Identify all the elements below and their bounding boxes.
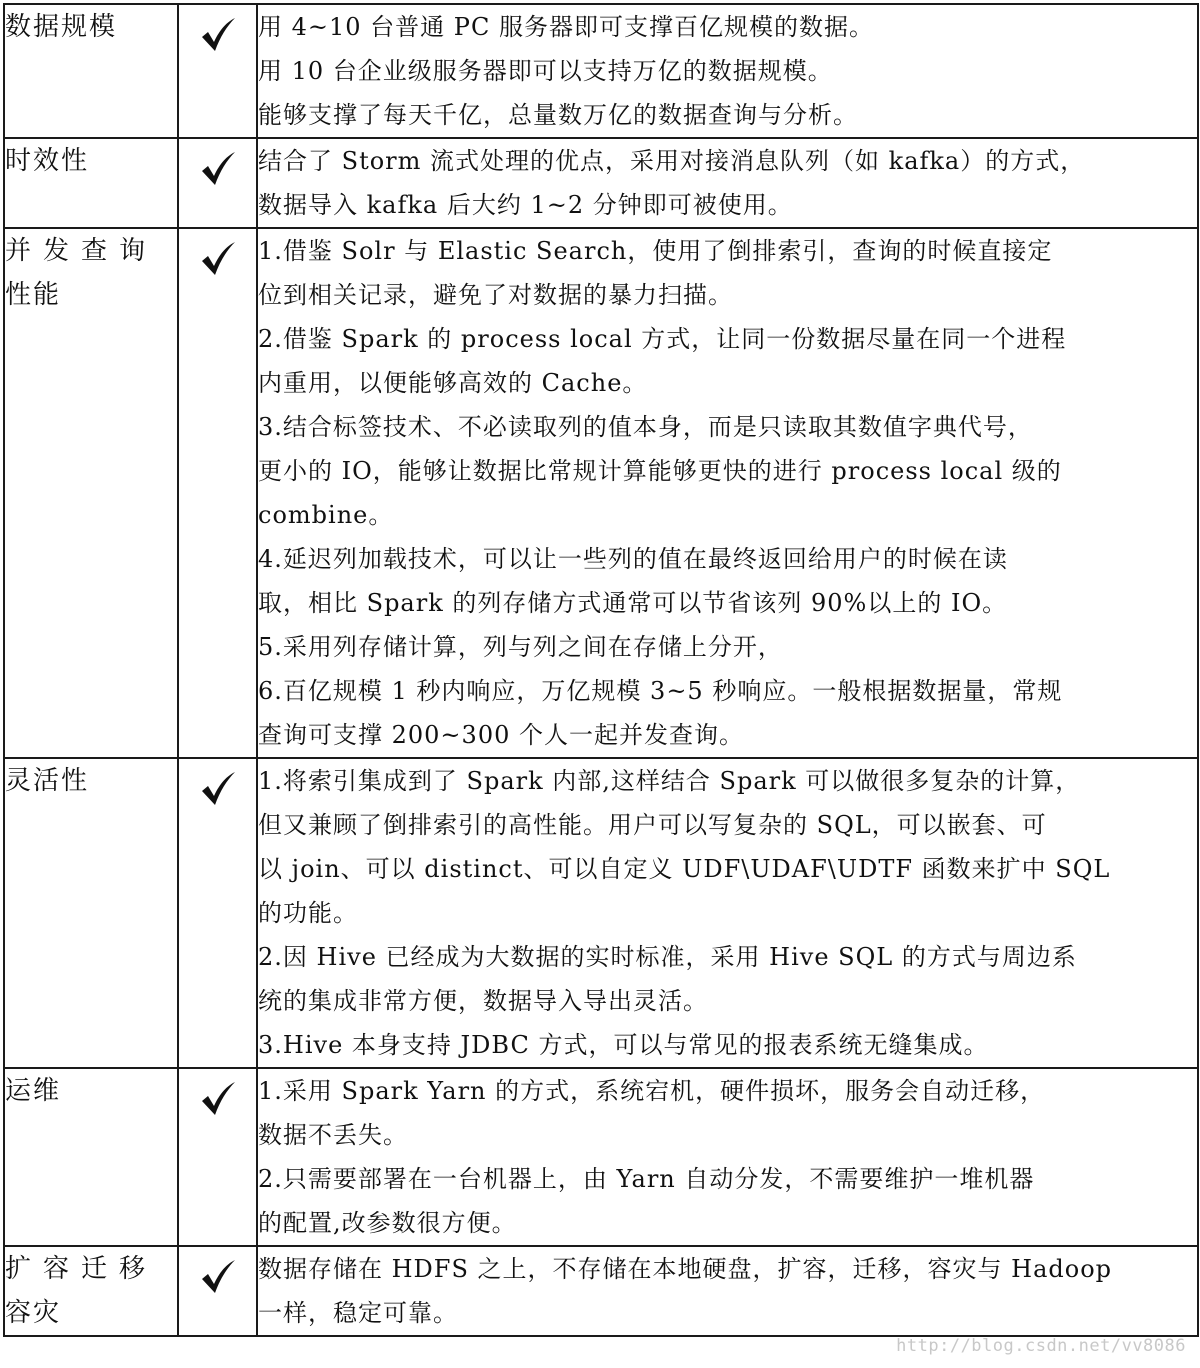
feature-name-cell: [4, 138, 178, 228]
description-line: 更小的 IO，能够让数据比常规计算能够更快的进行 process local 级的: [258, 457, 1062, 485]
feature-name-cell: [4, 758, 178, 1068]
description-line: 数据存储在 HDFS 之上，不存储在本地硬盘，扩容，迁移，容灾与 Hadoop: [258, 1255, 1113, 1283]
description-line: 数据不丢失。: [258, 1121, 408, 1149]
description-line: 用 10 台企业级服务器即可以支持万亿的数据规模。: [258, 57, 833, 85]
feature-description-cell: [257, 1068, 1198, 1246]
description-line: 位到相关记录，避免了对数据的暴力扫描。: [258, 281, 733, 309]
checkmark-icon: [198, 1257, 238, 1297]
description-line: 内重用，以便能够高效的 Cache。: [258, 369, 648, 397]
description-line: 以 join、可以 distinct、可以自定义 UDF\UDAF\UDTF 函数来扩中 SQL: [258, 855, 1111, 883]
feature-name-cell: [4, 228, 178, 758]
description-line: 1.采用 Spark Yarn 的方式，系统宕机，硬件损坏，服务会自动迁移，: [258, 1077, 1046, 1105]
description-line: 1.将索引集成到了 Spark 内部,这样结合 Spark 可以做很多复杂的计算，: [258, 767, 1081, 795]
table-row-flexibility: [4, 758, 1198, 1068]
description-line: 取，相比 Spark 的列存储方式通常可以节省该列 90%以上的 IO。: [258, 589, 1008, 617]
feature-table: [3, 3, 1199, 1337]
feature-name: 并发查询: [5, 236, 158, 266]
description-line: 查询可支撑 200~300 个人一起并发查询。: [258, 721, 744, 749]
checkmark-icon: [198, 239, 238, 279]
table-row-concurrency: [4, 228, 1198, 758]
check-cell: [178, 4, 257, 138]
description-line: 2.借鉴 Spark 的 process local 方式，让同一份数据尽量在同一个进程: [258, 325, 1067, 353]
feature-name: 容灾: [5, 1298, 62, 1328]
table-row-timeliness: [4, 138, 1198, 228]
feature-description-cell: [257, 1246, 1198, 1336]
feature-name: 时效性: [5, 146, 90, 176]
feature-description-cell: [257, 228, 1198, 758]
description-line: 6.百亿规模 1 秒内响应，万亿规模 3~5 秒响应。一般根据数据量，常规: [258, 677, 1063, 705]
feature-description-cell: [257, 758, 1198, 1068]
checkmark-icon: [198, 1079, 238, 1119]
description-line: 一样，稳定可靠。: [258, 1299, 458, 1327]
feature-description-cell: [257, 138, 1198, 228]
check-cell: [178, 1068, 257, 1246]
description-line: 但又兼顾了倒排索引的高性能。用户可以写复杂的 SQL，可以嵌套、可: [258, 811, 1047, 839]
table-row-scaling: [4, 1246, 1198, 1336]
description-line: 2.只需要部署在一台机器上，由 Yarn 自动分发，不需要维护一堆机器: [258, 1165, 1035, 1193]
description-line: 用 4~10 台普通 PC 服务器即可支撑百亿规模的数据。: [258, 13, 874, 41]
feature-name: 性能: [5, 280, 62, 310]
table-row-data-scale: [4, 4, 1198, 138]
description-line: 能够支撑了每天千亿，总量数万亿的数据查询与分析。: [258, 101, 858, 129]
feature-description-cell: [257, 4, 1198, 138]
checkmark-icon: [198, 149, 238, 189]
check-cell: [178, 228, 257, 758]
feature-name: 灵活性: [5, 766, 90, 796]
description-line: 3.Hive 本身支持 JDBC 方式，可以与常见的报表系统无缝集成。: [258, 1031, 989, 1059]
description-line: 4.延迟列加载技术，可以让一些列的值在最终返回给用户的时候在读: [258, 545, 1008, 573]
check-cell: [178, 1246, 257, 1336]
feature-name-cell: [4, 1246, 178, 1336]
watermark: http://blog.csdn.net/vv8086: [896, 1336, 1186, 1356]
feature-name: 扩容迁移: [5, 1254, 158, 1284]
feature-name: 运维: [5, 1076, 62, 1106]
checkmark-icon: [198, 769, 238, 809]
feature-name-cell: [4, 4, 178, 138]
feature-name-cell: [4, 1068, 178, 1246]
description-line: 结合了 Storm 流式处理的优点，采用对接消息队列（如 kafka）的方式，: [258, 147, 1086, 175]
description-line: 2.因 Hive 已经成为大数据的实时标准，采用 Hive SQL 的方式与周边系: [258, 943, 1077, 971]
check-cell: [178, 758, 257, 1068]
description-line: 1.借鉴 Solr 与 Elastic Search，使用了倒排索引，查询的时候直接定: [258, 237, 1053, 265]
description-line: combine。: [258, 501, 394, 529]
description-line: 的配置,改参数很方便。: [258, 1209, 517, 1237]
description-line: 5.采用列存储计算，列与列之间在存储上分开，: [258, 633, 783, 661]
description-line: 的功能。: [258, 899, 358, 927]
feature-name: 数据规模: [5, 12, 118, 42]
check-cell: [178, 138, 257, 228]
description-line: 3.结合标签技术、不必读取列的值本身，而是只读取其数值字典代号，: [258, 413, 1033, 441]
description-line: 数据导入 kafka 后大约 1~2 分钟即可被使用。: [258, 191, 793, 219]
checkmark-icon: [198, 15, 238, 55]
table-row-operations: [4, 1068, 1198, 1246]
description-line: 统的集成非常方便，数据导入导出灵活。: [258, 987, 708, 1015]
